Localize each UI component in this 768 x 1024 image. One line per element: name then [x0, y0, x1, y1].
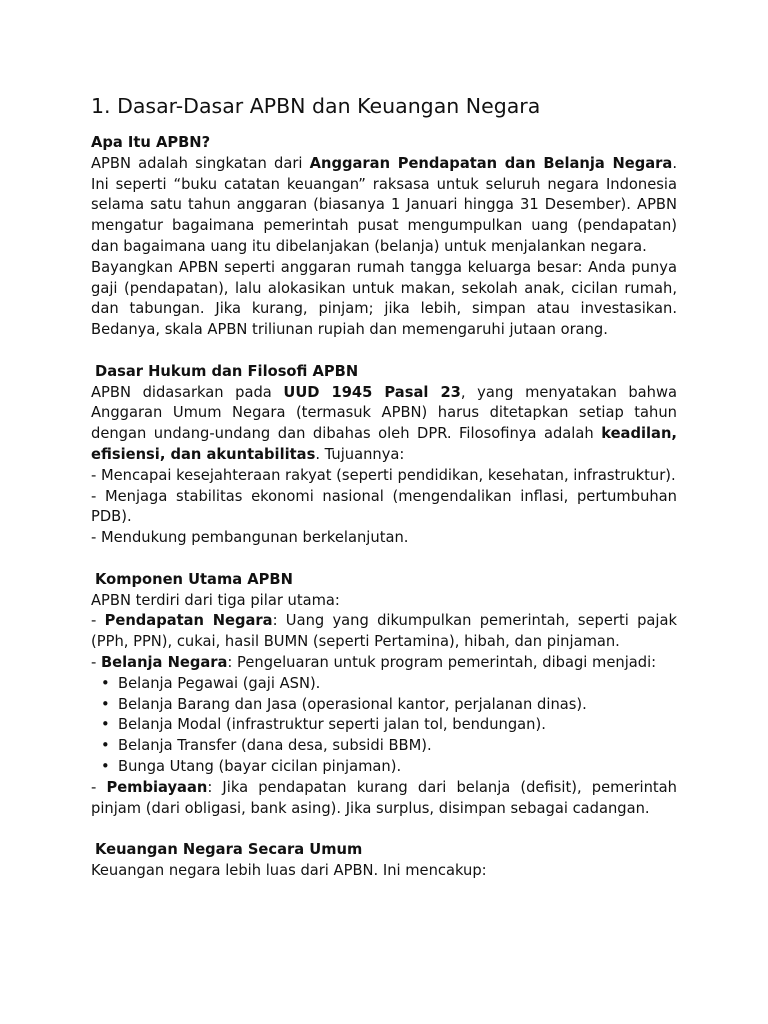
text-run: : Pengeluaran untuk program pemerintah, dibagi menjadi:	[227, 653, 657, 671]
text-run: . Tujuannya:	[315, 445, 405, 463]
list-item: - Menjaga stabilitas ekonomi nasional (mengendalikan inflasi, pertumbuhan PDB).	[91, 487, 677, 526]
list-item-text: Belanja Barang dan Jasa (operasional kantor, perjalanan dinas).	[118, 695, 587, 713]
bullet-icon: •	[101, 674, 110, 692]
paragraph-legal-basis	[91, 383, 677, 466]
belanja-sublist	[91, 674, 677, 778]
list-item-pembiayaan	[91, 778, 677, 820]
list-item	[101, 715, 677, 736]
list-item-text: Belanja Modal (infrastruktur seperti jalan tol, bendungan).	[118, 716, 546, 734]
section-heading-keuangan-negara: Keuangan Negara Secara Umum	[95, 841, 363, 859]
bullet-icon: •	[101, 716, 110, 734]
list-item: - Mendukung pembangunan berkelanjutan.	[91, 529, 409, 547]
bullet-icon: •	[101, 737, 110, 755]
bold-term: UUD 1945 Pasal 23	[283, 383, 461, 401]
text-run: APBN didasarkan pada	[91, 383, 284, 401]
dash: -	[91, 778, 107, 796]
bold-term: Anggaran Pendapatan dan Belanja Negara	[309, 154, 673, 172]
list-item-text: Belanja Transfer (dana desa, subsidi BBM).	[118, 737, 432, 755]
list-item	[101, 736, 677, 757]
bold-term: keadilan, efisiensi, dan akuntabilitas	[91, 425, 677, 463]
list-item-belanja	[91, 653, 677, 674]
text-run: : Uang yang dikumpulkan pemerintah, seperti pajak (PPh, PPN), cukai, hasil BUMN (seperti Pertamina), hibah, dan pinjaman.	[91, 612, 677, 651]
list-item-pendapatan	[91, 611, 677, 653]
paragraph-analogy: Bayangkan APBN seperti anggaran rumah tangga keluarga besar: Anda punya gaji (pendapatan), lalu alokasikan untuk makan, sekolah anak, cicilan rumah, dan tabungan. Jika kurang, pinjam; jika lebih, simpan atau investasikan. Bedanya, skala APBN triliunan rupiah dan memengaruhi jutaan orang.	[91, 258, 677, 339]
paragraph-definition	[91, 154, 677, 258]
document-title: 1. Dasar-Dasar APBN dan Keuangan Negara	[91, 94, 541, 118]
text-run: . Ini seperti “buku catatan keuangan” raksasa untuk seluruh negara Indonesia selama satu tahun anggaran (biasanya 1 Januari hingga 31 Desember). APBN mengatur bagaimana pemerintah pusat mengumpulkan uang (pendapatan) dan bagaimana uang itu dibelanjakan (belanja) untuk menjalankan negara.	[91, 154, 677, 255]
list-item-text: Bunga Utang (bayar cicilan pinjaman).	[118, 757, 402, 775]
text-run: , yang menyatakan bahwa Anggaran Umum Negara (termasuk APBN) harus ditetapkan setiap tahun dengan undang-undang dan dibahas oleh DPR. Filosofinya adalah	[91, 383, 677, 443]
bold-term: Belanja Negara	[100, 653, 228, 671]
bullet-icon: •	[101, 757, 110, 775]
section-heading-komponen-utama: Komponen Utama APBN	[95, 570, 293, 588]
list-item	[101, 757, 677, 778]
bold-term: Pendapatan Negara	[104, 612, 273, 630]
dash: -	[91, 612, 105, 630]
list-item: - Mencapai kesejahteraan rakyat (seperti pendidikan, kesehatan, infrastruktur).	[91, 466, 676, 484]
bullet-icon: •	[101, 695, 110, 713]
section-heading-dasar-hukum: Dasar Hukum dan Filosofi APBN	[95, 362, 359, 380]
dash: -	[91, 653, 101, 671]
list-item	[101, 674, 677, 695]
paragraph-components-intro: APBN terdiri dari tiga pilar utama:	[91, 591, 340, 609]
paragraph-keuangan-intro: Keuangan negara lebih luas dari APBN. Ini mencakup:	[91, 861, 487, 879]
section-heading-apa-itu-apbn: Apa Itu APBN?	[91, 134, 211, 151]
list-item	[101, 695, 677, 716]
text-run: APBN adalah singkatan dari	[91, 154, 310, 172]
list-item-text: Belanja Pegawai (gaji ASN).	[118, 674, 321, 692]
text-run: : Jika pendapatan kurang dari belanja (defisit), pemerintah pinjam (dari obligasi, bank asing). Jika surplus, disimpan sebagai cadangan.	[91, 778, 677, 817]
bold-term: Pembiayaan	[106, 778, 208, 796]
